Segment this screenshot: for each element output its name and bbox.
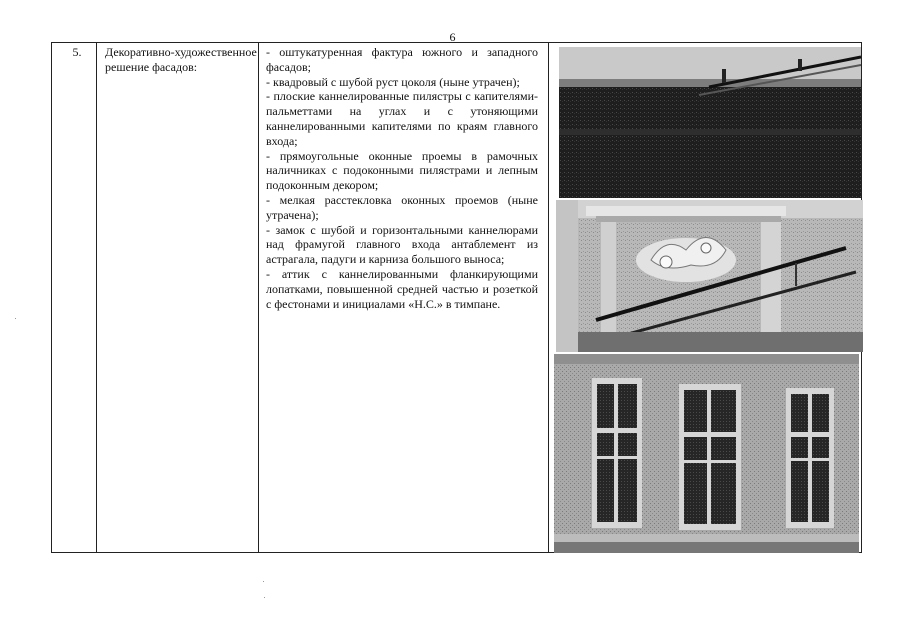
description-item: - замок с шубой и горизонтальными каннелюрами над фрамугой главного входа антаблемент из астрагала, падуги и карниза большого выноса;: [266, 222, 538, 267]
scan-speck: [264, 597, 265, 598]
scan-speck: [15, 318, 16, 319]
description-item: - квадровый с шубой руст цоколя (ныне утрачен);: [266, 74, 520, 89]
column-divider: [258, 43, 259, 552]
windows-photo: [554, 354, 859, 553]
row-title: Декоративно-художественное решение фасадов:: [105, 45, 257, 74]
row-number: 5.: [72, 45, 82, 59]
description-item: - плоские каннелированные пилястры с капителями-пальметтами на углах и с утоняющими каннелированными капителями по краям главного входа;: [266, 89, 538, 148]
cornice-photo: [559, 47, 861, 198]
description-item: - аттик с каннелированными фланкирующими лопатками, повышенной средней частью и розеткой с фестонами и инициалами «Н.С.» в тимпане.: [266, 266, 538, 311]
description-item: - мелкая расстекловка оконных проемов (ныне утрачена);: [266, 192, 538, 222]
entrance-keystone-photo: [556, 200, 863, 352]
row-description: [266, 45, 538, 311]
column-divider: [548, 43, 549, 552]
scan-speck: [263, 581, 264, 582]
column-divider: [96, 43, 97, 552]
description-item: - прямоугольные оконные проемы в рамочных наличниках с подоконными пилястрами и лепным подоконным декором;: [266, 148, 538, 193]
heritage-table: [51, 42, 862, 553]
description-item: - оштукатуренная фактура южного и западного фасадов;: [266, 45, 538, 74]
page-number: 6: [449, 30, 456, 44]
